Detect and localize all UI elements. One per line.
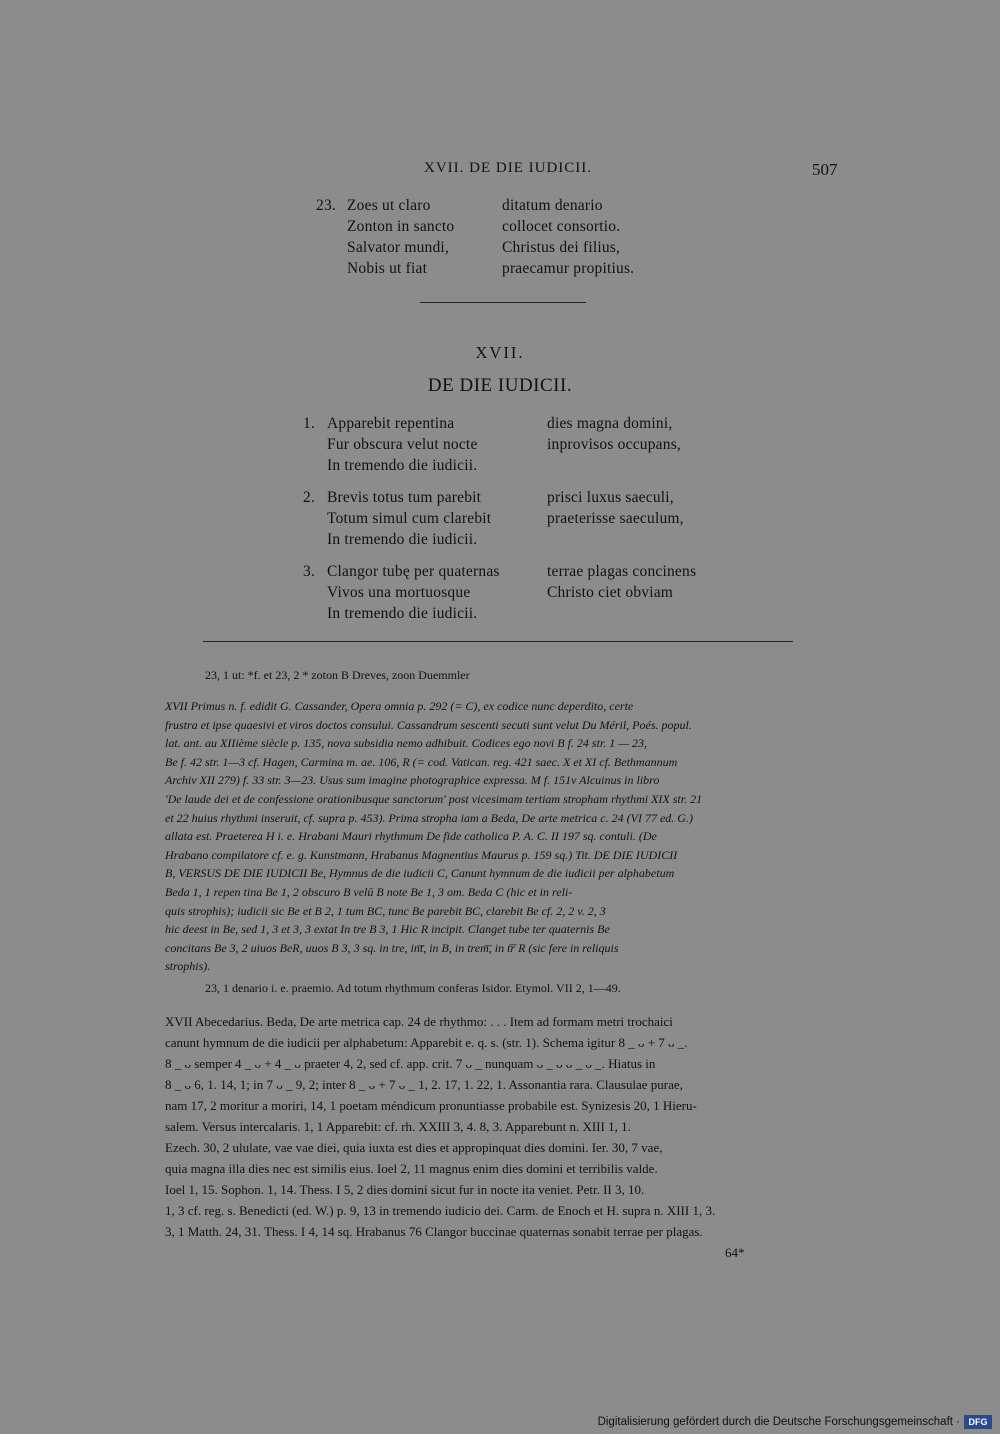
verse-line: Christus dei filius, (502, 239, 621, 256)
note-line: 8 _ ᴗ 6, 1. 14, 1; in 7 ᴗ _ 9, 2; inter 8 _ ᴗ + 7 ᴗ _ 1, 2. 17, 1. 22, 1. Assonantia rara. Clausulae purae, (165, 1077, 683, 1092)
note-line: XVII Primus n. f. edidit G. Cassander, Opera omnia p. 292 (= C), ex codice nunc deperdito, certe (165, 699, 634, 713)
note-line: Archiv XII 279) f. 33 str. 3—23. Usus sum imagine photographice expressa. M f. 151v Alcuinus in libro (165, 773, 660, 788)
note-line: et 22 huius rhythmi inseruit, cf. supra p. 453). Prima stropha iam a Beda, De arte metrica c. 24 (VI 77 ed. G.) (165, 810, 693, 825)
verse-line: Salvator mundi, (347, 239, 450, 256)
note-line: B, VERSUS DE DIE IUDICII Be, Hymnus de die iudicii C, Canunt hymnum de die iudicii per alphabetum (165, 866, 675, 881)
critical-note (165, 697, 835, 976)
running-head-title: XVII. DE DIE IUDICII. (424, 160, 593, 176)
stanza-number: 23. (316, 197, 336, 214)
running-head (0, 160, 1000, 182)
page-number: 507 (812, 160, 838, 179)
digitization-footer (0, 1412, 1000, 1434)
note-line: frustra et ipse quaesivi et viros doctos consului. Cassandrum sescenti secuti sunt velut Du Méril, Poés. popul. (165, 717, 692, 732)
verse-line: Clangor tubę per quaternas (327, 563, 500, 580)
chapter-title: DE DIE IUDICII. (427, 375, 573, 396)
note-line: 3, 1 Matth. 24, 31. Thess. I 4, 14 sq. Hrabanus 76 Clangor buccinae quaternas sonabit terrae per plagas. (165, 1224, 703, 1239)
metrical-commentary (165, 1011, 835, 1242)
verse-line: dies magna domini, (547, 415, 673, 432)
note-line: Ezech. 30, 2 ululate, vae vae diei, quia iuxta est dies et appropinquat dies domini. Ier. 30, 7 vae, (165, 1140, 663, 1155)
stanza-number: 1. (303, 415, 316, 432)
note-line: concitans Be 3, 2 uiuos BeR, uuos B 3, 3 sq. in tre, in͞t, in B, in trem͞, in t͞r R (sic fere in reliquis (165, 940, 619, 955)
note-line: lat. ant. au XIIième siècle p. 135, nova subsidia nemo adhibuit. Codices ego novi B f. 24 str. 1 — 23, (165, 736, 647, 751)
stanza-number: 2. (303, 489, 316, 506)
verse-refrain: In tremendo die iudicii. (327, 457, 478, 474)
verse-line: Totum simul cum clarebit (327, 510, 492, 527)
note-line: Beda 1, 1 repen tina Be 1, 2 obscuro B velū B note Be 1, 3 om. Beda C (hic et in reli- (165, 884, 573, 899)
verse-refrain: In tremendo die iudicii. (327, 531, 478, 548)
verse-line: Apparebit repentina (327, 415, 455, 432)
note-line: Be f. 42 str. 1—3 cf. Hagen, Carmina m. ae. 106, R (= cod. Vatican. reg. 421 saec. X et XI cf. Bethmannum (165, 754, 678, 769)
note-line: 1, 3 cf. reg. s. Benedicti (ed. W.) p. 9, 13 in tremendo iudicio dei. Carm. de Enoch et H. supra n. XIII 1, 3. (165, 1203, 716, 1218)
note-line: 'De laude dei et de confessione orationibusque sanctorum' post vicesimam tertiam stropham rhythmi XIX str. 21 (165, 791, 703, 806)
verse-line: praeterisse saeculum, (547, 510, 684, 527)
verse-line: Zoes ut claro (347, 197, 431, 214)
verse-refrain: In tremendo die iudicii. (327, 605, 478, 622)
section-divider (420, 302, 586, 303)
note-line: 8 _ ᴗ semper 4 _ ᴗ + 4 _ ᴗ praeter 4, 2, sed cf. app. crit. 7 ᴗ _ nunquam ᴗ _ ᴗ ᴗ _ ᴗ _. Hiatus in (165, 1056, 656, 1071)
verse-line: terrae plagas concinens (547, 563, 697, 580)
apparatus-line: 23, 1 ut: *f. et 23, 2 * zoton B Dreves, zoon Duemmler (205, 668, 470, 682)
verse-line: Brevis totus tum parebit (327, 489, 482, 506)
note-line: canunt hymnum de die iudicii per alphabetum: Apparebit e. q. s. (str. 1). Schema igitur 8 _ ᴗ + 7 ᴗ _. (165, 1035, 688, 1050)
verse-line: Fur obscura velut nocte (327, 436, 478, 453)
verse-line: Christo ciet obviam (547, 584, 674, 601)
commentary-note: 23, 1 denario i. e. praemio. Ad totum rhythmum conferas Isidor. Etymol. VII 2, 1—49. (205, 981, 621, 995)
dfg-logo[interactable]: DFG (964, 1415, 992, 1429)
chapter-number: XVII. (475, 343, 525, 362)
verse-line: praecamur propitius. (502, 260, 635, 277)
verse-line: ditatum denario (502, 197, 603, 214)
note-line: quis strophis); iudicii sic Be et B 2, 1 tum BC, tunc Be parebit BC, clarebit Be cf. 2, 2 v. 2, 3 (165, 903, 606, 918)
note-line: quia magna illa dies nec est similis eius. Ioel 2, 11 magnus enim dies domini et terribilis valde. (165, 1161, 658, 1176)
stanza-number: 3. (303, 563, 316, 580)
note-line: hic deest in Be, sed 1, 3 et 3, 3 extat In tre B 3, 1 Hic R incipit. Clanget tube ter quaternis Be (165, 922, 610, 937)
funding-credit: Digitalisierung gefördert durch die Deutsche Forschungsgemeinschaft · (597, 1416, 960, 1428)
note-line: salem. Versus intercalaris. 1, 1 Apparebit: cf. rh. XXIII 3, 4. 8, 3. Apparebunt n. XIII 1, 1. (165, 1119, 631, 1134)
signature-mark: 64* (725, 1245, 745, 1260)
note-line: allata est. Praeterea H i. e. Hrabani Mauri rhythmum De fide catholica P. A. C. II 197 sq. contuli. (De (165, 829, 657, 844)
verse-line: Vivos una mortuosque (327, 584, 471, 601)
verse-line: Zonton in sancto (347, 218, 455, 235)
verse-line: collocet consortio. (502, 218, 621, 235)
note-line: strophis). (165, 959, 211, 974)
note-line: Ioel 1, 15. Sophon. 1, 14. Thess. I 5, 2 dies domini sicut fur in nocte ita veniet. Petr. II 3, 10. (165, 1182, 645, 1197)
text-apparatus-divider (203, 641, 793, 642)
verse-line: inprovisos occupans, (547, 436, 682, 453)
verse-line: Nobis ut fiat (347, 260, 428, 277)
note-line: Hrabano compilatore cf. e. g. Kunstmann, Hrabanus Magnentius Maurus p. 159 sq.) Tit. DE DIE IUDICII (165, 847, 678, 862)
note-line: nam 17, 2 moritur a moriri, 14, 1 poetam méndicum pronuntiasse probabile est. Synizesis 20, 1 Hieru- (165, 1098, 697, 1113)
verse-line: prisci luxus saeculi, (547, 489, 674, 506)
note-line: XVII Abecedarius. Beda, De arte metrica cap. 24 de rhythmo: . . . Item ad formam metri trochaici (165, 1014, 673, 1029)
